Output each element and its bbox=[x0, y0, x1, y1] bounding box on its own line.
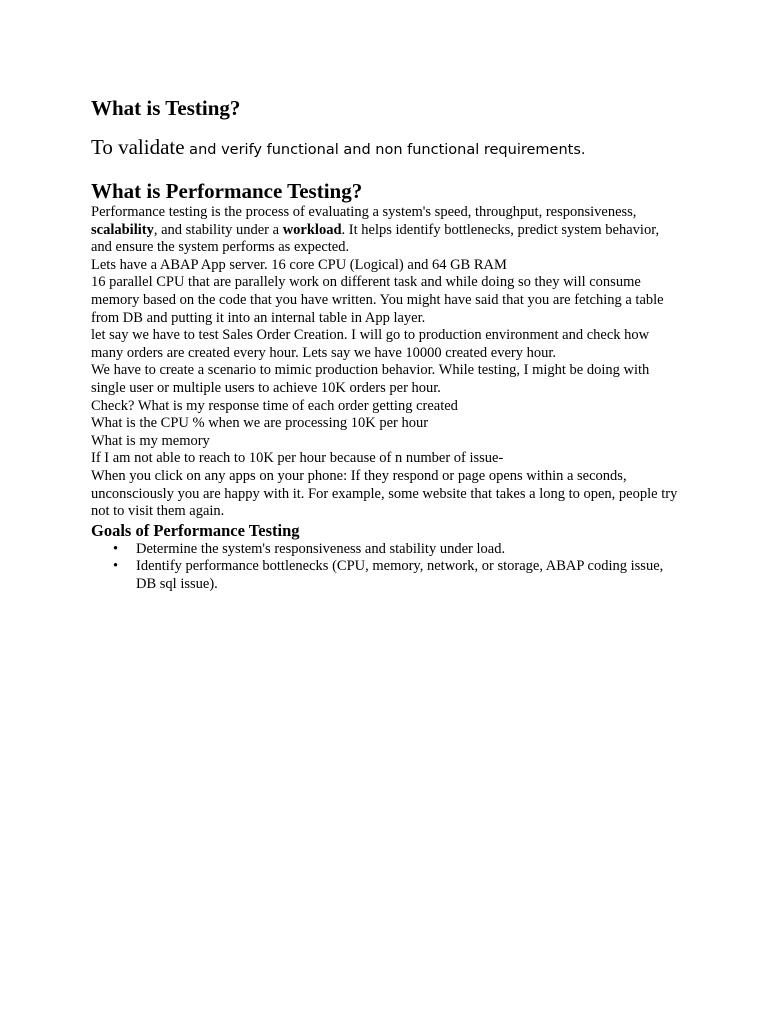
definition-text-2: , and stability under a bbox=[153, 221, 283, 238]
testing-definition bbox=[91, 133, 681, 164]
lead-text-large: To validate bbox=[91, 135, 185, 159]
list-item bbox=[113, 540, 681, 559]
paragraph-scenario: We have to create a scenario to mimic production behavior. While testing, I might be doing with single user or multiple users to achieve 10K orders per hour. bbox=[91, 362, 650, 396]
paragraph-response-time: Check? What is my response time of each order getting created bbox=[91, 397, 458, 414]
definition-bold-scalability: scalability bbox=[91, 221, 154, 238]
paragraph-memory: What is my memory bbox=[91, 432, 210, 449]
paragraph-sales-order: let say we have to test Sales Order Creation. I will go to production environment and check how many orders are created every hour. Lets say we have 10000 created every hour. bbox=[91, 327, 650, 361]
list-item bbox=[113, 558, 681, 593]
performance-testing-definition bbox=[91, 204, 681, 257]
list-item-text: Identify performance bottlenecks (CPU, memory, network, or storage, ABAP coding issue, DB sql issue). bbox=[136, 558, 664, 592]
paragraph-issues: If I am not able to reach to 10K per hour because of n number of issue- bbox=[91, 450, 504, 467]
definition-text-3: . It helps identify bottlenecks, predict system behavior, and ensure the system performs as expected. bbox=[91, 221, 660, 256]
paragraph-parallel-cpu: 16 parallel CPU that are parallely work on different task and while doing so they will consume memory based on the code that you have written. You might have said that you are fetching a table from DB and putting it into an internal table in App layer. bbox=[91, 274, 664, 326]
paragraph-cpu-percent: What is the CPU % when we are processing 10K per hour bbox=[91, 415, 429, 432]
heading-what-is-testing: What is Testing? bbox=[91, 96, 241, 120]
list-item-text: Determine the system's responsiveness and stability under load. bbox=[136, 540, 506, 557]
bullet-icon: • bbox=[113, 540, 119, 557]
definition-text-1: Performance testing is the process of evaluating a system's speed, throughput, responsiveness, bbox=[91, 204, 637, 220]
paragraph-phone-apps: When you click on any apps on your phone: If they respond or page opens within a seconds, unconsciously you are happy with it. For example, some website that takes a long to open, people try not to visit them again. bbox=[91, 467, 678, 520]
bullet-icon: • bbox=[113, 558, 119, 575]
heading-goals: Goals of Performance Testing bbox=[91, 520, 300, 540]
paragraph-app-server: Lets have a ABAP App server. 16 core CPU (Logical) and 64 GB RAM bbox=[91, 256, 507, 273]
lead-text-small: and verify functional and non functional requirements. bbox=[184, 142, 586, 158]
goals-list bbox=[91, 541, 681, 594]
definition-bold-workload: workload bbox=[282, 221, 342, 238]
document-page bbox=[91, 95, 681, 593]
heading-what-is-performance-testing: What is Performance Testing? bbox=[91, 179, 363, 203]
